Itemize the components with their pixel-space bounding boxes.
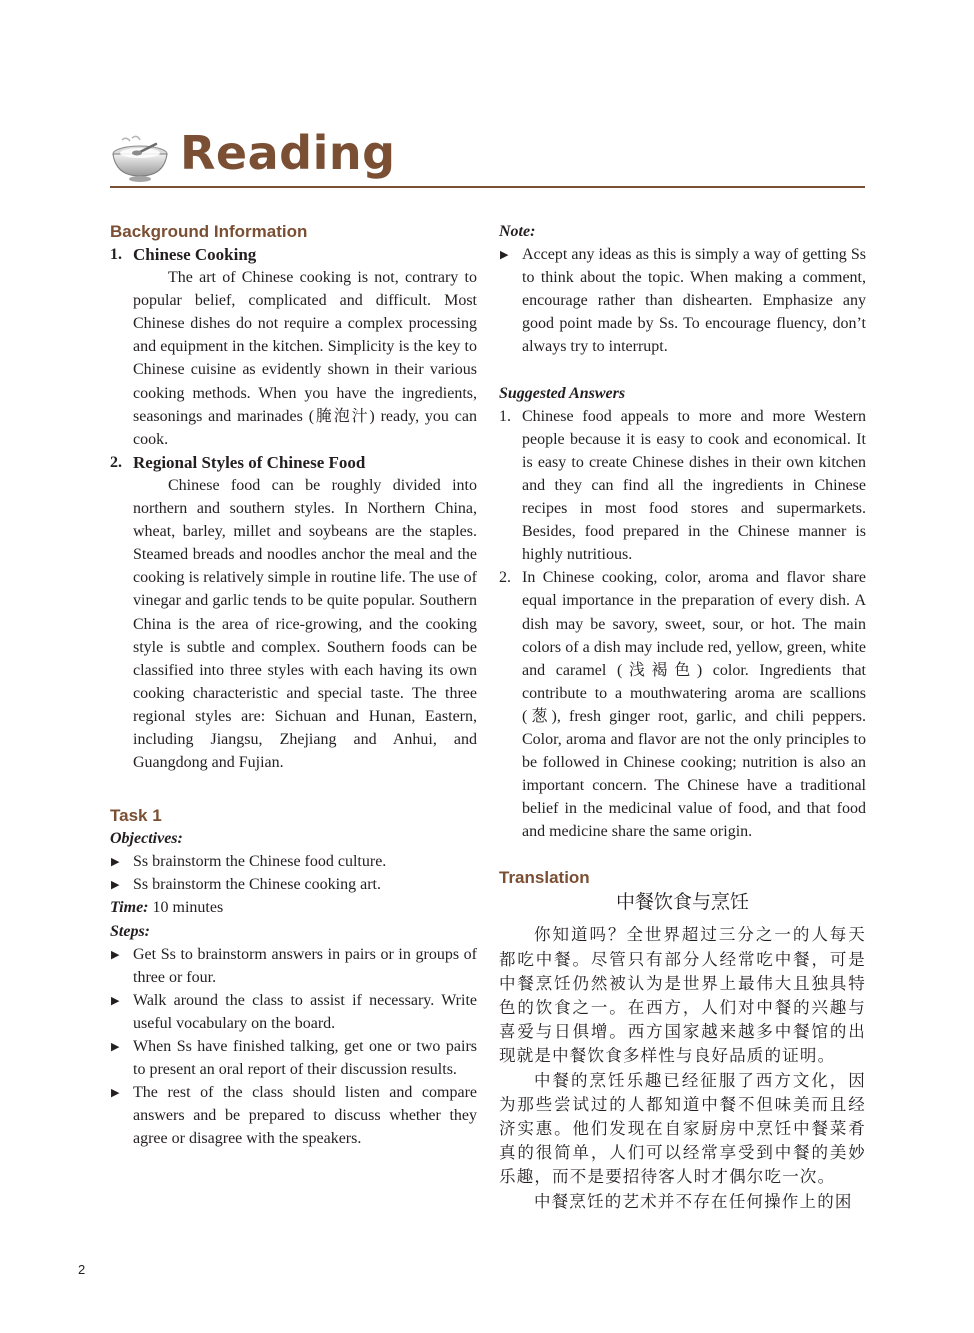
- time-value: 10 minutes: [152, 899, 224, 917]
- spacer: [499, 359, 866, 382]
- background-item: [110, 243, 477, 451]
- list-item: ▶ The rest of the class should listen and compare answers and be prepared to discuss whether they agree or disagree with the speakers.: [111, 1084, 477, 1148]
- steps-label: Steps:: [110, 922, 150, 940]
- section-heading-task: Task 1: [110, 806, 162, 826]
- item-number: 1.: [499, 407, 511, 425]
- background-item: [110, 451, 477, 774]
- list-item: ▶ Get Ss to brainstorm answers in pairs or in groups of three or four.: [111, 945, 477, 986]
- triangle-bullet-icon: ▶: [111, 947, 120, 961]
- time-line: [110, 896, 477, 919]
- objectives-list: [110, 850, 477, 896]
- translation-paragraph: 中餐的烹饪乐趣已经征服了西方文化，因为那些尝试过的人都知道中餐不但味美而且经济实惠。他们发现在自家厨房中烹饪中餐菜肴真的很简单，人们可以经常享受到中餐的美妙乐趣，而不是要招待客人时才偶尔吃一次。: [499, 1070, 866, 1187]
- triangle-bullet-icon: ▶: [111, 878, 120, 892]
- list-item: ▶ Ss brainstorm the Chinese cooking art.: [111, 876, 381, 894]
- triangle-bullet-icon: ▶: [111, 993, 120, 1007]
- list-item: ▶ Ss brainstorm the Chinese food culture.: [111, 853, 387, 871]
- list-item: ▶ Accept any ideas as this is simply a way of getting Ss to think about the topic. When making a comment, encourage rather than dishearten. Emphasize any good point made by Ss. To encourage fluency, don’t always try to interrupt.: [500, 246, 866, 356]
- item-text: Chinese food can be roughly divided into northern and southern styles. In Northern China, wheat, barley, millet and soybeans are the staples. Steamed breads and noodles anchor the meal and the cooking is relatively simple in routine life. The use of vinegar and garlic tends to be quite popular. Southern China is the area of rice-growing, and the cooking style is subtle and complex. Southern foods can be classified into three styles with each having its own cooking characteristic and special taste. The three regional styles are: Sichuan and Hunan, Eastern, including Jiangsu, Zhejiang and Anhui, and Guangdong and Fujian.: [133, 476, 477, 772]
- triangle-bullet-icon: ▶: [500, 248, 509, 262]
- section-heading-translation: Translation: [499, 868, 590, 888]
- translation-title: 中餐饮食与烹饪: [615, 891, 749, 914]
- title-divider: [110, 186, 865, 188]
- triangle-bullet-icon: ▶: [111, 855, 120, 869]
- triangle-bullet-icon: ▶: [111, 1040, 120, 1053]
- page-number: 2: [78, 1262, 86, 1277]
- section-heading-background: Background Information: [110, 222, 308, 241]
- rice-bowl-icon: [110, 134, 170, 184]
- item-text: Chinese food appeals to more and more Western people because it is easy to cook and economical. It is easy to create Chinese dishes in their own kitchen and they can find all the ingredients in Chinese recipes in most food stores and supermarkets. Besides, food prepared in the Chinese manner is highly nutritious.: [522, 407, 866, 564]
- note-label: Note:: [499, 223, 536, 240]
- left-column: [110, 220, 477, 1150]
- item-number: 1.: [110, 246, 122, 263]
- answer-item: [499, 405, 866, 567]
- spacer: [110, 774, 477, 804]
- suggested-answers-label: Suggested Answers: [499, 384, 626, 402]
- item-number: 2.: [110, 453, 122, 471]
- spacer: [499, 843, 866, 866]
- answer-item: [499, 566, 866, 843]
- item-title: Chinese Cooking: [133, 245, 257, 264]
- translation-paragraph: 你知道吗？全世界超过三分之一的人每天都吃中餐。尽管只有部分人经常吃中餐，可是中餐烹饪仍然被认为是世界上最伟大且独具特色的饮食之一。在西方，人们对中餐的兴趣与喜爱与日俱增。西方国家越来越多中餐馆的出现就是中餐饮食多样性与良好品质的证明。: [499, 925, 866, 1066]
- item-text: In Chinese cooking, color, aroma and flavor share equal importance in the preparation of every dish. A dish may be savory, sweet, sour, or hot. The main colors of a dish may include red, yellow, green, white and caramel (浅褐色) color. Ingredients that contribute to a mouthwatering aroma are scallions (葱), fresh ginger root, garlic, and chili peppers. Color, aroma and flavor are not the only principles to be followed in Chinese cooking; nutrition is also an important concern. The Chinese have a traditional belief in the medicinal value of food, and that food and medicine share the same origin.: [522, 569, 866, 841]
- translation-paragraph: 中餐烹饪的艺术并不存在任何操作上的困: [534, 1191, 853, 1211]
- steps-list: [110, 943, 477, 1151]
- page-title: Reading: [180, 126, 396, 180]
- note-list: [499, 243, 866, 358]
- list-item: ▶ When Ss have finished talking, get one or two pairs to present an oral report of their discussion results.: [111, 1038, 477, 1079]
- time-label: Time:: [110, 899, 149, 917]
- item-text: The art of Chinese cooking is not, contrary to popular belief, complicated and difficult. Most Chinese dishes do not require a complex processing and equipment in the kitchen. Simplicity is the key to Chinese cuisine as evidently shown in their various cooking methods. When you have the ingredients, seasonings and marinades (腌泡汁) ready, you can cook.: [133, 269, 477, 448]
- objectives-label: Objectives:: [110, 830, 183, 848]
- right-column: [499, 220, 866, 1214]
- item-number: 2.: [499, 569, 511, 587]
- page-header: [110, 128, 865, 190]
- item-title: Regional Styles of Chinese Food: [133, 452, 366, 472]
- list-item: ▶ Walk around the class to assist if necessary. Write useful vocabulary on the board.: [111, 991, 477, 1032]
- triangle-bullet-icon: ▶: [111, 1086, 120, 1100]
